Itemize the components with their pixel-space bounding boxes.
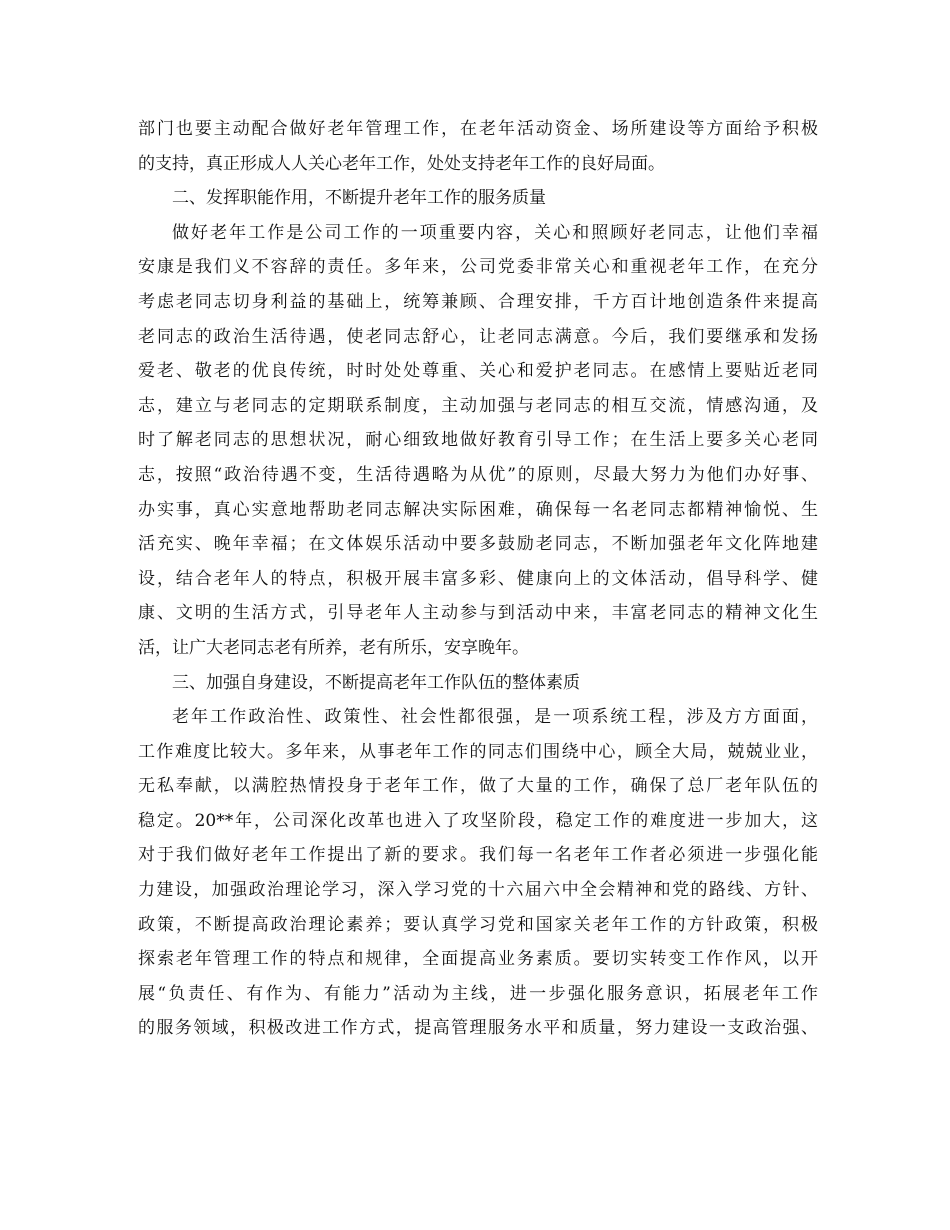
text-line: 安康是我们义不容辞的责任。多年来，公司党委非常关心和重视老年工作，在充分 bbox=[138, 257, 818, 278]
text-line: 工作难度比较大。多年来，从事老年工作的同志们围绕中心，顾全大局，兢兢业业， bbox=[138, 741, 818, 762]
text-line: 探索老年管理工作的特点和规律，全面提高业务素质。要切实转变工作作风，以开 bbox=[138, 949, 818, 970]
text-line: 志，建立与老同志的定期联系制度，主动加强与老同志的相互交流，情感沟通，及 bbox=[138, 395, 818, 416]
text-line: 老年工作政治性、政策性、社会性都很强，是一项系统工程，涉及方方面面， bbox=[172, 707, 818, 728]
section-heading: 三、加强自身建设，不断提高老年工作队伍的整体素质 bbox=[172, 672, 580, 693]
text-line: 部门也要主动配合做好老年管理工作，在老年活动资金、场所建设等方面给予积极 bbox=[138, 119, 818, 139]
text-line: 时了解老同志的思想状况，耐心细致地做好教育引导工作；在生活上要多关心老同 bbox=[138, 430, 818, 451]
text-line: 活，让广大老同志老有所养，老有所乐，安享晚年。 bbox=[138, 637, 529, 658]
text-line: 考虑老同志切身利益的基础上，统筹兼顾、合理安排，千方百计地创造条件来提高 bbox=[138, 291, 818, 312]
text-line: 志，按照“政治待遇不变，生活待遇略为从优”的原则，尽最大努力为他们办好事、 bbox=[138, 464, 818, 485]
text-line: 做好老年工作是公司工作的一项重要内容，关心和照顾好老同志，让他们幸福 bbox=[172, 222, 818, 243]
text-line: 办实事，真心实意地帮助老同志解决实际困难，确保每一名老同志都精神愉悦、生 bbox=[138, 499, 818, 520]
text-line: 对于我们做好老年工作提出了新的要求。我们每一名老年工作者必须进一步强化能 bbox=[138, 845, 818, 866]
text-line: 力建设，加强政治理论学习，深入学习党的十六届六中全会精神和党的路线、方针、 bbox=[138, 880, 818, 901]
text-line: 设，结合老年人的特点，积极开展丰富多彩、健康向上的文体活动，倡导科学、健 bbox=[138, 568, 818, 589]
text-line: 展“负责任、有作为、有能力”活动为主线，进一步强化服务意识，拓展老年工作 bbox=[138, 983, 818, 1004]
text-line: 活充实、晚年幸福；在文体娱乐活动中要多鼓励老同志，不断加强老年文化阵地建 bbox=[138, 534, 818, 555]
text-line: 稳定。20**年，公司深化改革也进入了攻坚阶段，稳定工作的难度进一步加大，这 bbox=[138, 810, 818, 831]
section-heading: 二、发挥职能作用，不断提升老年工作的服务质量 bbox=[172, 188, 546, 209]
text-line: 政策，不断提高政治理论素养；要认真学习党和国家关老年工作的方针政策，积极 bbox=[138, 914, 818, 935]
text-line: 老同志的政治生活待遇，使老同志舒心，让老同志满意。今后，我们要继承和发扬 bbox=[138, 326, 818, 347]
document-body bbox=[138, 112, 818, 1046]
text-line: 爱老、敬老的优良传统，时时处处尊重、关心和爱护老同志。在感情上要贴近老同 bbox=[138, 361, 818, 382]
text-line: 康、文明的生活方式，引导老年人主动参与到活动中来，丰富老同志的精神文化生 bbox=[138, 603, 818, 624]
text-line: 无私奉献，以满腔热情投身于老年工作，做了大量的工作，确保了总厂老年队伍的 bbox=[138, 776, 818, 797]
text-line: 的支持，真正形成人人关心老年工作，处处支持老年工作的良好局面。 bbox=[138, 153, 665, 174]
text-line: 的服务领域，积极改进工作方式，提高管理服务水平和质量，努力建设一支政治强、 bbox=[138, 1018, 818, 1039]
